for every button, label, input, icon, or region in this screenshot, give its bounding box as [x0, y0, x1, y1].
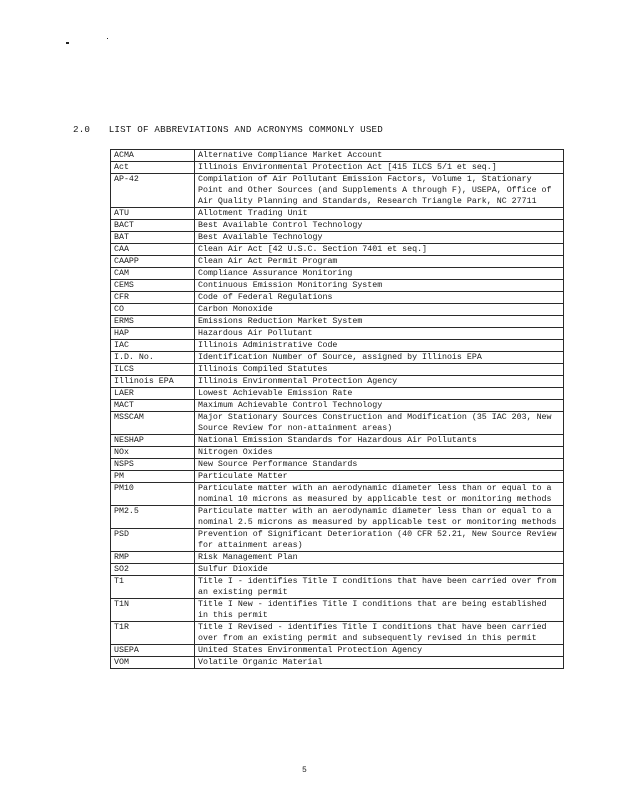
- abbreviation-cell: T1N: [111, 599, 195, 622]
- abbreviations-table-body: [111, 150, 564, 669]
- table-row: [111, 268, 564, 280]
- table-row: [111, 564, 564, 576]
- definition-cell: Particulate matter with an aerodynamic diameter less than or equal to a nominal 2.5 microns as measured by applicable test or monitoring methods: [195, 506, 564, 529]
- definition-cell: United States Environmental Protection Agency: [195, 645, 564, 657]
- table-row: [111, 162, 564, 174]
- abbreviation-cell: I.D. No.: [111, 352, 195, 364]
- definition-cell: Prevention of Significant Deterioration (40 CFR 52.21, New Source Review for attainment areas): [195, 529, 564, 552]
- definition-cell: Title I - identifies Title I conditions that have been carried over from an existing permit: [195, 576, 564, 599]
- section-number: 2.0: [73, 124, 91, 135]
- abbreviation-cell: MACT: [111, 400, 195, 412]
- page-number: 5: [302, 766, 307, 775]
- table-row: [111, 208, 564, 220]
- definition-cell: Nitrogen Oxides: [195, 447, 564, 459]
- table-row: [111, 340, 564, 352]
- table-row: [111, 459, 564, 471]
- definition-cell: Title I New - identifies Title I conditions that are being established in this permit: [195, 599, 564, 622]
- definition-cell: Code of Federal Regulations: [195, 292, 564, 304]
- table-row: [111, 657, 564, 669]
- scan-speck: [107, 38, 108, 39]
- definition-cell: Title I Revised - identifies Title I conditions that have been carried over from an existing permit and subsequently revised in this permit: [195, 622, 564, 645]
- definition-cell: Risk Management Plan: [195, 552, 564, 564]
- definition-cell: Best Available Technology: [195, 232, 564, 244]
- definition-cell: Particulate Matter: [195, 471, 564, 483]
- definition-cell: Sulfur Dioxide: [195, 564, 564, 576]
- definition-cell: Major Stationary Sources Construction and Modification (35 IAC 203, New Source Review for non-attainment areas): [195, 412, 564, 435]
- abbreviation-cell: MSSCAM: [111, 412, 195, 435]
- table-row: [111, 220, 564, 232]
- table-row: [111, 576, 564, 599]
- abbreviation-cell: PM2.5: [111, 506, 195, 529]
- table-row: [111, 256, 564, 268]
- definition-cell: Continuous Emission Monitoring System: [195, 280, 564, 292]
- abbreviation-cell: LAER: [111, 388, 195, 400]
- abbreviation-cell: HAP: [111, 328, 195, 340]
- table-row: [111, 552, 564, 564]
- definition-cell: Illinois Environmental Protection Act [415 ILCS 5/1 et seq.]: [195, 162, 564, 174]
- abbreviation-cell: NSPS: [111, 459, 195, 471]
- table-row: [111, 471, 564, 483]
- abbreviation-cell: IAC: [111, 340, 195, 352]
- table-row: [111, 304, 564, 316]
- abbreviation-cell: ATU: [111, 208, 195, 220]
- abbreviation-cell: CFR: [111, 292, 195, 304]
- table-row: [111, 364, 564, 376]
- table-row: [111, 506, 564, 529]
- table-row: [111, 328, 564, 340]
- abbreviation-cell: RMP: [111, 552, 195, 564]
- definition-cell: Lowest Achievable Emission Rate: [195, 388, 564, 400]
- abbreviation-cell: CO: [111, 304, 195, 316]
- abbreviation-cell: BACT: [111, 220, 195, 232]
- definition-cell: National Emission Standards for Hazardous Air Pollutants: [195, 435, 564, 447]
- abbreviation-cell: SO2: [111, 564, 195, 576]
- table-row: [111, 376, 564, 388]
- definition-cell: Illinois Environmental Protection Agency: [195, 376, 564, 388]
- definition-cell: Carbon Monoxide: [195, 304, 564, 316]
- table-row: [111, 529, 564, 552]
- definition-cell: Hazardous Air Pollutant: [195, 328, 564, 340]
- table-row: [111, 599, 564, 622]
- abbreviation-cell: CAA: [111, 244, 195, 256]
- definition-cell: Illinois Administrative Code: [195, 340, 564, 352]
- abbreviation-cell: ILCS: [111, 364, 195, 376]
- abbreviations-table: [110, 149, 564, 669]
- definition-cell: Maximum Achievable Control Technology: [195, 400, 564, 412]
- abbreviation-cell: ERMS: [111, 316, 195, 328]
- definition-cell: Compliance Assurance Monitoring: [195, 268, 564, 280]
- table-row: [111, 483, 564, 506]
- table-row: [111, 388, 564, 400]
- abbreviation-cell: VOM: [111, 657, 195, 669]
- table-row: [111, 174, 564, 208]
- abbreviation-cell: NOx: [111, 447, 195, 459]
- abbreviation-cell: PM10: [111, 483, 195, 506]
- abbreviation-cell: CAM: [111, 268, 195, 280]
- definition-cell: Allotment Trading Unit: [195, 208, 564, 220]
- definition-cell: Alternative Compliance Market Account: [195, 150, 564, 162]
- definition-cell: Best Available Control Technology: [195, 220, 564, 232]
- table-row: [111, 150, 564, 162]
- table-row: [111, 292, 564, 304]
- table-row: [111, 622, 564, 645]
- abbreviation-cell: Illinois EPA: [111, 376, 195, 388]
- table-row: [111, 316, 564, 328]
- table-row: [111, 435, 564, 447]
- abbreviation-cell: PSD: [111, 529, 195, 552]
- table-row: [111, 244, 564, 256]
- table-row: [111, 645, 564, 657]
- section-heading: [73, 124, 383, 135]
- abbreviation-cell: T1: [111, 576, 195, 599]
- table-row: [111, 412, 564, 435]
- abbreviation-cell: T1R: [111, 622, 195, 645]
- abbreviation-cell: NESHAP: [111, 435, 195, 447]
- definition-cell: Identification Number of Source, assigned by Illinois EPA: [195, 352, 564, 364]
- table-row: [111, 232, 564, 244]
- abbreviation-cell: PM: [111, 471, 195, 483]
- scan-speck: [66, 42, 69, 44]
- abbreviation-cell: CAAPP: [111, 256, 195, 268]
- abbreviation-cell: BAT: [111, 232, 195, 244]
- table-row: [111, 352, 564, 364]
- definition-cell: Clean Air Act Permit Program: [195, 256, 564, 268]
- abbreviation-cell: ACMA: [111, 150, 195, 162]
- abbreviation-cell: Act: [111, 162, 195, 174]
- abbreviation-cell: AP-42: [111, 174, 195, 208]
- table-row: [111, 280, 564, 292]
- definition-cell: Particulate matter with an aerodynamic diameter less than or equal to a nominal 10 microns as measured by applicable test or monitoring methods: [195, 483, 564, 506]
- definition-cell: New Source Performance Standards: [195, 459, 564, 471]
- abbreviation-cell: USEPA: [111, 645, 195, 657]
- table-row: [111, 400, 564, 412]
- definition-cell: Volatile Organic Material: [195, 657, 564, 669]
- definition-cell: Illinois Compiled Statutes: [195, 364, 564, 376]
- abbreviation-cell: CEMS: [111, 280, 195, 292]
- table-row: [111, 447, 564, 459]
- definition-cell: Compilation of Air Pollutant Emission Factors, Volume 1, Stationary Point and Other Sources (and Supplements A through F), USEPA, Office of Air Quality Planning and Standards, Research Triangle Park, NC 27711: [195, 174, 564, 208]
- definition-cell: Emissions Reduction Market System: [195, 316, 564, 328]
- section-title: LIST OF ABBREVIATIONS AND ACRONYMS COMMONLY USED: [108, 124, 383, 135]
- definition-cell: Clean Air Act [42 U.S.C. Section 7401 et seq.]: [195, 244, 564, 256]
